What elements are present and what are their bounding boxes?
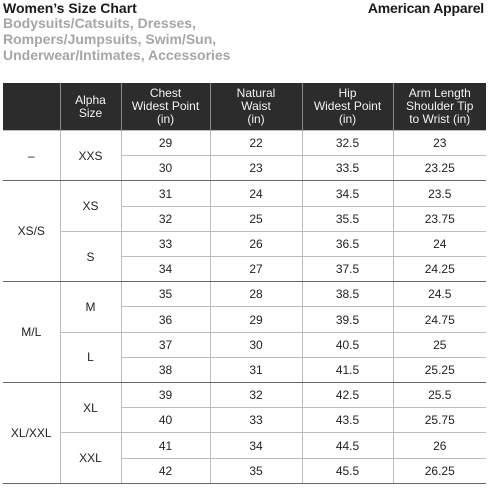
- size-group-label: XL/XXL: [3, 383, 60, 484]
- arm-length-cell: 23.5: [393, 181, 486, 206]
- brand-logo-text: American Apparel: [367, 0, 484, 16]
- hip-cell: 43.5: [302, 408, 393, 433]
- column-header: Chest Widest Point (in): [121, 83, 210, 131]
- alpha-size-cell: XXS: [60, 131, 121, 181]
- hip-cell: 45.5: [302, 458, 393, 483]
- chest-cell: 41: [121, 433, 210, 458]
- hip-cell: 33.5: [302, 156, 393, 181]
- hip-cell: 38.5: [302, 282, 393, 307]
- chest-cell: 30: [121, 156, 210, 181]
- hip-cell: 35.5: [302, 206, 393, 231]
- chest-cell: 33: [121, 231, 210, 256]
- alpha-size-cell: XS: [60, 181, 121, 231]
- hip-cell: 42.5: [302, 383, 393, 408]
- arm-length-cell: 26.25: [393, 458, 486, 483]
- chest-cell: 38: [121, 357, 210, 382]
- waist-cell: 27: [210, 257, 302, 282]
- size-group-label: –: [3, 131, 60, 181]
- waist-cell: 25: [210, 206, 302, 231]
- chest-cell: 40: [121, 408, 210, 433]
- arm-length-cell: 25.25: [393, 357, 486, 382]
- hip-cell: 40.5: [302, 332, 393, 357]
- table-header-row: [3, 83, 486, 131]
- hip-cell: 32.5: [302, 131, 393, 156]
- chest-cell: 42: [121, 458, 210, 483]
- hip-cell: 36.5: [302, 231, 393, 256]
- alpha-size-cell: XXL: [60, 433, 121, 484]
- table-row: [3, 433, 486, 458]
- waist-cell: 26: [210, 231, 302, 256]
- chest-cell: 31: [121, 181, 210, 206]
- hip-cell: 39.5: [302, 307, 393, 332]
- chest-cell: 37: [121, 332, 210, 357]
- waist-cell: 24: [210, 181, 302, 206]
- column-header: Natural Waist (in): [210, 83, 302, 131]
- waist-cell: 29: [210, 307, 302, 332]
- chest-cell: 34: [121, 257, 210, 282]
- alpha-size-cell: XL: [60, 383, 121, 433]
- arm-length-cell: 25.5: [393, 383, 486, 408]
- size-chart-table: [3, 83, 486, 484]
- hip-cell: 41.5: [302, 357, 393, 382]
- alpha-size-cell: S: [60, 231, 121, 281]
- alpha-size-cell: M: [60, 282, 121, 332]
- arm-length-cell: 25.75: [393, 408, 486, 433]
- table-row: [3, 231, 486, 256]
- waist-cell: 32: [210, 383, 302, 408]
- arm-length-cell: 24.75: [393, 307, 486, 332]
- hip-cell: 37.5: [302, 257, 393, 282]
- table-row: [3, 332, 486, 357]
- table-row: [3, 131, 486, 156]
- category-list: Bodysuits/Catsuits, Dresses, Rompers/Jumpsuits, Swim/Sun, Underwear/Intimates, Accessories: [3, 15, 231, 63]
- size-group-label: XS/S: [3, 181, 60, 282]
- table-row: [3, 282, 486, 307]
- waist-cell: 30: [210, 332, 302, 357]
- waist-cell: 35: [210, 458, 302, 483]
- chest-cell: 32: [121, 206, 210, 231]
- arm-length-cell: 23.75: [393, 206, 486, 231]
- waist-cell: 33: [210, 408, 302, 433]
- waist-cell: 22: [210, 131, 302, 156]
- chest-cell: 39: [121, 383, 210, 408]
- alpha-size-cell: L: [60, 332, 121, 382]
- waist-cell: 23: [210, 156, 302, 181]
- chart-title: Women’s Size Chart: [3, 0, 137, 16]
- chest-cell: 35: [121, 282, 210, 307]
- arm-length-cell: 26: [393, 433, 486, 458]
- size-group-label: M/L: [3, 282, 60, 383]
- table-row: [3, 181, 486, 206]
- waist-cell: 34: [210, 433, 302, 458]
- chest-cell: 36: [121, 307, 210, 332]
- arm-length-cell: 24.5: [393, 282, 486, 307]
- waist-cell: 31: [210, 357, 302, 382]
- table-body: [3, 131, 486, 484]
- column-header: Arm Length Shoulder Tip to Wrist (in): [393, 83, 486, 131]
- table-row: [3, 383, 486, 408]
- arm-length-cell: 23: [393, 131, 486, 156]
- column-header: Alpha Size: [60, 83, 121, 131]
- hip-cell: 44.5: [302, 433, 393, 458]
- chest-cell: 29: [121, 131, 210, 156]
- waist-cell: 28: [210, 282, 302, 307]
- arm-length-cell: 24.25: [393, 257, 486, 282]
- arm-length-cell: 24: [393, 231, 486, 256]
- column-header: [3, 83, 60, 131]
- arm-length-cell: 23.25: [393, 156, 486, 181]
- arm-length-cell: 25: [393, 332, 486, 357]
- column-header: Hip Widest Point (in): [302, 83, 393, 131]
- hip-cell: 34.5: [302, 181, 393, 206]
